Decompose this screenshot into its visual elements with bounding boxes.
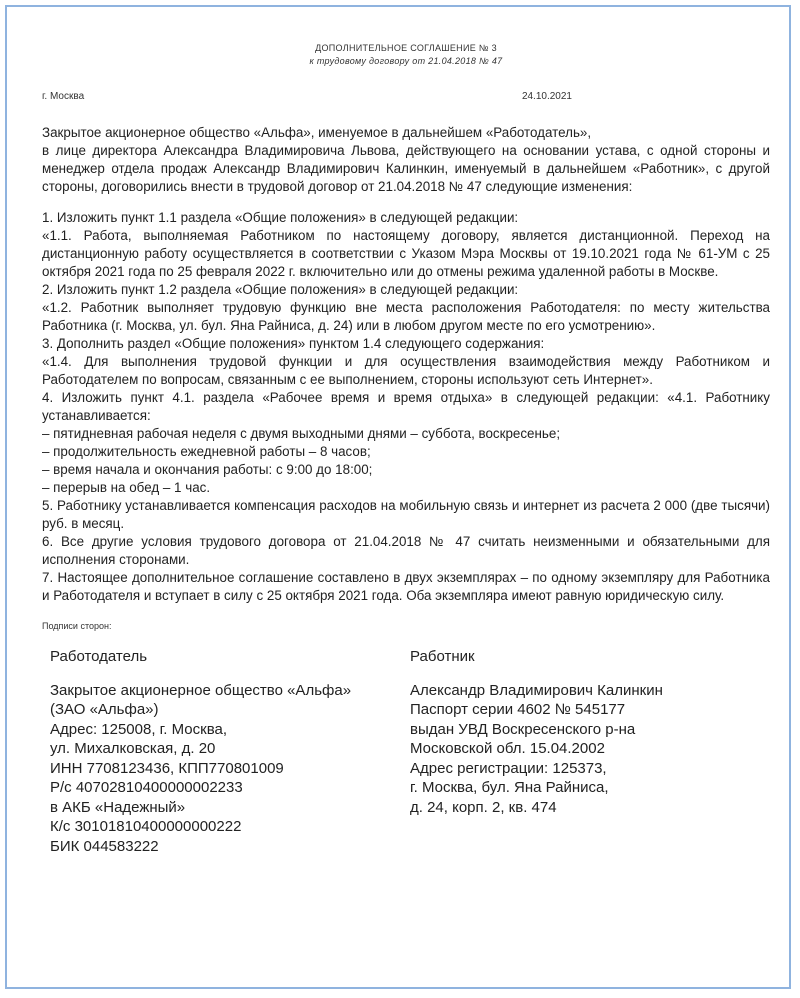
list-item: «1.2. Работник выполняет трудовую функцию вне места расположения Работодателя: по месту жительства Работника (г. Москва, ул. бул. Яна Райниса, д. 24) или в любом другом месте по его усмотрению». [42,300,770,333]
employer-line: Адрес: 125008, г. Москва, [50,720,228,738]
employer-line: ул. Михалковская, д. 20 [50,740,216,757]
signatures-label: Подписи сторон: [42,621,112,631]
document-title: ДОПОЛНИТЕЛЬНОЕ СОГЛАШЕНИЕ № 3 [315,43,497,53]
employee-line: Александр Владимирович Калинкин [410,681,663,699]
employer-title: Работодатель [50,648,148,665]
agreement-body [42,124,770,605]
document-page [5,5,791,989]
document-subtitle: к трудовому договору от 21.04.2018 № 47 [309,56,503,66]
list-item: «1.4. Для выполнения трудовой функции и для осуществления взаимодействия между Работником и Работодателем по вопросам, связанным с ее выполнением, стороны используют сеть Интернет». [42,354,770,387]
employee-line: выдан УВД Воскресенского р-на [410,720,636,738]
place-date-line [42,91,770,102]
place: г. Москва [42,91,85,102]
employer-block [50,647,410,856]
employer-line: ИНН 7708123436, КПП770801009 [50,759,284,777]
list-item: – время начала и окончания работы: с 9:00 до 18:00; [42,462,373,477]
employer-line: в АКБ «Надежный» [50,798,186,816]
list-item: 4. Изложить пункт 4.1. раздела «Рабочее время и время отдыха» в следующей редакции: «4.1. Работнику устанавливается: [42,390,770,423]
list-item: – перерыв на обед – 1 час. [42,480,211,495]
employee-line: Московской обл. 15.04.2002 [410,740,605,757]
employee-title: Работник [410,648,475,665]
amendment-list [42,209,770,605]
signature-blocks [42,647,770,856]
agreement-document [42,42,770,856]
intro-paragraph: в лице директора Александра Владимировича Львова, действующего на основании устава, с одной стороны и менеджер отдела продаж Александр Владимирович Калинкин, именуемый в дальнейшем «Работник», с другой стороны, договорились внести в трудовой договор от 21.04.2018 № 47 следующие изменения: [42,143,770,194]
employer-line: Закрытое акционерное общество «Альфа» [50,681,352,699]
employer-line: (ЗАО «Альфа») [50,701,159,718]
list-item: 3. Дополнить раздел «Общие положения» пунктом 1.4 следующего содержания: [42,336,545,351]
list-item: 2. Изложить пункт 1.2 раздела «Общие положения» в следующей редакции: [42,282,519,297]
list-item: 7. Настоящее дополнительное соглашение составлено в двух экземплярах – по одному экземпляру для Работника и Работодателя и вступает в силу с 25 октября 2021 года. Оба экземпляра имеют равную юридическую силу. [42,570,770,603]
list-item: 1. Изложить пункт 1.1 раздела «Общие положения» в следующей редакции: [42,210,519,225]
date: 24.10.2021 [521,91,572,102]
employee-line: Паспорт серии 4602 № 545177 [410,701,626,718]
employer-line: Р/с 40702810400000002233 [50,779,243,796]
intro-line-1: Закрытое акционерное общество «Альфа», именуемое в дальнейшем «Работодатель», [42,125,592,140]
document-header [42,42,770,68]
employee-line: д. 24, корп. 2, кв. 474 [410,798,557,816]
list-item: 5. Работнику устанавливается компенсация расходов на мобильную связь и интернет из расчета 2 000 (две тысячи) руб. в месяц. [42,498,770,531]
employer-line: К/с 30101810400000000222 [50,818,242,835]
list-item: – пятидневная рабочая неделя с двумя выходными днями – суббота, воскресенье; [42,426,561,441]
list-item: – продолжительность ежедневной работы – 8 часов; [42,444,371,459]
employee-line: Адрес регистрации: 125373, [410,759,607,777]
employee-block [410,647,770,856]
list-item: 6. Все другие условия трудового договора от 21.04.2018 № 47 считать неизменными и обязательными для исполнения сторонами. [42,534,770,567]
employer-line: БИК 044583222 [50,837,159,855]
employee-line: г. Москва, бул. Яна Райниса, [410,779,609,796]
list-item: «1.1. Работа, выполняемая Работником по настоящему договору, является дистанционной. Переход на дистанционную работу осуществляется в соответствии с Указом Мэра Москвы от 19.10.2021 года № 61-УМ с 25 октября 2021 года по 25 февраля 2022 г. включительно или до отмены режима удаленной работы в Москве. [42,228,770,279]
